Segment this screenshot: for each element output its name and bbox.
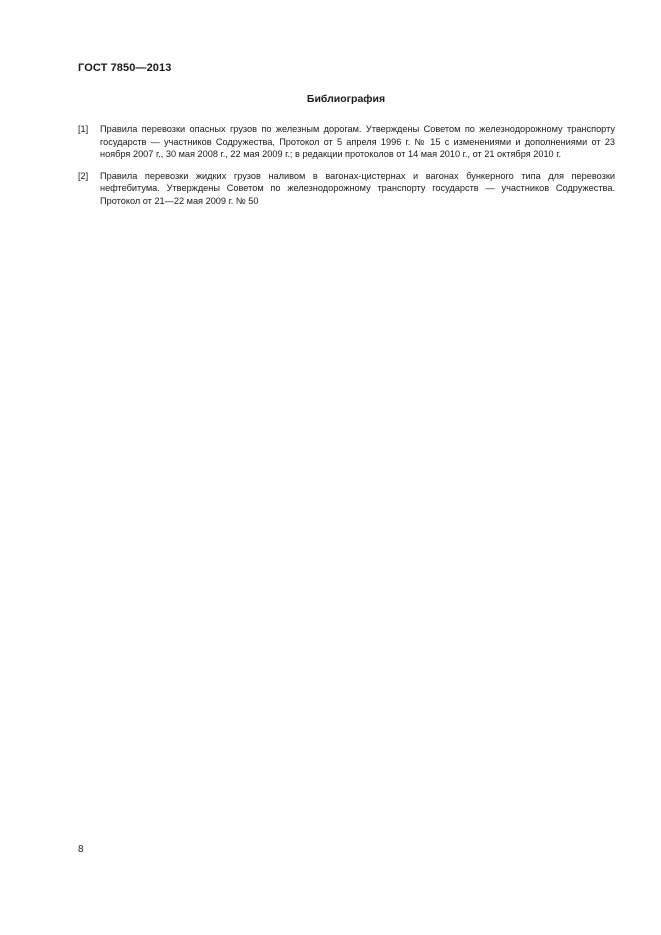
bibliography-list	[78, 123, 615, 216]
page-number: 8	[78, 844, 84, 855]
bibliography-entry	[78, 123, 615, 161]
bibliography-title: Библиография	[306, 93, 386, 105]
bibliography-entry-text: Правила перевозки жидких грузов наливом в вагонах-цистернах и вагонах бункерного типа для перевозки нефтебитума. Утверждены Советом по железнодорожному транспорту государств — участников Содружества. Протокол от 21—22 мая 2009 г. № 50	[100, 170, 615, 206]
bibliography-entry-number: [1]	[78, 124, 89, 134]
bibliography-entry-text: Правила перевозки опасных грузов по железным дорогам. Утверждены Советом по железнодорожному транспорту государств — участников Содружества, Протокол от 5 апреля 1996 г. № 15 с изменениями и дополнениями от 23 ноября 2007 г., 30 мая 2008 г., 22 мая 2009 г.; в редакции протоколов от 14 мая 2010 г., от 21 октября 2010 г.	[100, 124, 615, 159]
bibliography-entry-number: [2]	[78, 170, 89, 181]
bibliography-entry	[78, 170, 615, 208]
standard-id-header: ГОСТ 7850—2013	[78, 62, 172, 74]
